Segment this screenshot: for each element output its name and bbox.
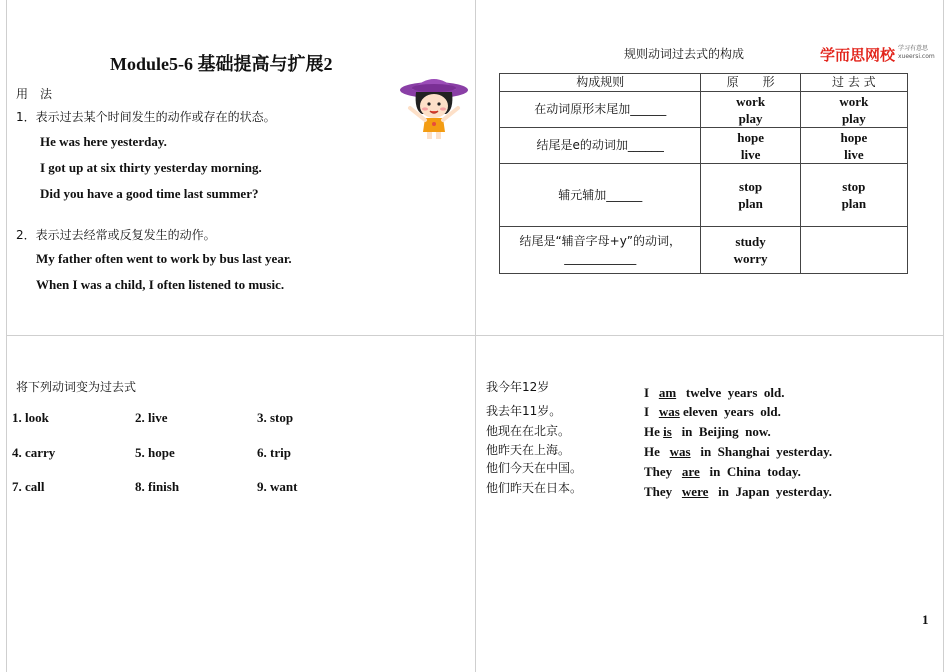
- exercise-word: 7. call: [12, 479, 45, 494]
- exercise-word: 3. stop: [257, 410, 294, 425]
- base-form-cell: [701, 164, 800, 227]
- word: plan: [841, 196, 867, 211]
- table-row: [500, 128, 908, 164]
- rule-cell: [500, 227, 701, 274]
- base-form-cell: [701, 227, 800, 274]
- word: live: [740, 146, 761, 162]
- exercise-word: 9. want: [257, 479, 298, 494]
- exercise-instruction: 将下列动词变为过去式: [16, 380, 137, 394]
- sentence-rest: in Japan yesterday.: [718, 484, 832, 499]
- sentence-verb: is: [663, 424, 672, 439]
- logo-text: 学而思网校: [820, 46, 896, 64]
- english-sentence: [644, 464, 801, 480]
- chinese-sentence: 他们昨天在日本。: [486, 481, 583, 495]
- exercise-word: 5. hope: [135, 445, 175, 460]
- example-sentence: He was here yesterday.: [40, 134, 167, 149]
- rule-line: 结尾是“辅音字母+y”的动词，: [519, 234, 682, 248]
- usage-label: 用 法: [16, 87, 53, 101]
- rule-cell: 辅元辅加______: [500, 164, 701, 227]
- sentence-verb: were: [681, 484, 709, 499]
- cartoon-girl-illustration: [398, 74, 470, 142]
- sentence-verb: are: [681, 464, 700, 479]
- chinese-sentence: 我今年12岁: [486, 380, 550, 394]
- english-sentence: [644, 484, 832, 500]
- chinese-sentence: 他们今天在中国。: [486, 461, 583, 475]
- sentence-rest: in China today.: [709, 464, 801, 479]
- word: hope: [840, 129, 868, 145]
- logo-url: xueersi.com: [898, 53, 935, 60]
- chinese-sentence: 我去年11岁。: [486, 404, 562, 418]
- word: play: [841, 110, 866, 126]
- exercise-word: 6. trip: [257, 445, 291, 460]
- sentence-rest: in Beijing now.: [681, 424, 771, 439]
- english-sentence: [644, 385, 784, 401]
- frame-left-border: [6, 0, 7, 672]
- sentence-subject: I: [644, 404, 650, 419]
- vertical-divider: [475, 0, 476, 672]
- exercise-word: 1. look: [12, 410, 49, 425]
- past-form-cell: [800, 227, 907, 274]
- base-form-cell: [701, 92, 800, 128]
- usage-point-2: 2．表示过去经常或反复发生的动作。: [16, 228, 216, 242]
- word: play: [738, 110, 763, 126]
- word: hope: [737, 129, 764, 145]
- table-header-row: [500, 74, 908, 92]
- sentence-subject: He: [644, 424, 660, 439]
- table-row: [500, 227, 908, 274]
- chinese-sentence: 他现在在北京。: [486, 424, 571, 438]
- sentence-subject: I: [644, 385, 650, 400]
- word: worry: [733, 251, 768, 266]
- sentence-subject: He: [644, 444, 660, 459]
- english-sentence: [644, 404, 781, 420]
- sentence-rest: eleven years old.: [683, 404, 781, 419]
- word: study: [735, 234, 766, 249]
- exercise-word: 2. live: [135, 410, 168, 425]
- brand-logo: [820, 44, 935, 65]
- table-header: 构成规则: [500, 74, 701, 92]
- table-row: [500, 92, 908, 128]
- sentence-verb: am: [658, 385, 677, 400]
- past-tense-rules-table: [499, 73, 908, 274]
- sentence-verb: was: [658, 404, 680, 419]
- rule-cell: 在动词原形末尾加______: [500, 92, 701, 128]
- table-header: 原 形: [701, 74, 800, 92]
- page-title: Module5-6 基础提高与扩展2: [110, 54, 333, 74]
- example-sentence: I got up at six thirty yesterday morning.: [40, 160, 262, 175]
- word: live: [844, 146, 864, 162]
- word: stop: [842, 179, 866, 194]
- past-form-cell: [800, 92, 907, 128]
- page-number: 1: [922, 612, 929, 627]
- english-sentence: [644, 444, 832, 460]
- section-heading: 规则动词过去式的构成: [624, 47, 745, 61]
- exercise-word: 8. finish: [135, 479, 180, 494]
- frame-right-border: [943, 0, 944, 672]
- chinese-sentence: 他昨天在上海。: [486, 443, 571, 457]
- usage-point-1: 1．表示过去某个时间发生的动作或存在的状态。: [16, 110, 276, 124]
- sentence-subject: They: [644, 484, 673, 499]
- word: plan: [738, 196, 763, 211]
- example-sentence: My father often went to work by bus last year.: [36, 251, 292, 266]
- past-form-cell: [800, 128, 907, 164]
- base-form-cell: [701, 128, 800, 164]
- word: work: [736, 93, 766, 109]
- table-row: [500, 164, 908, 227]
- past-form-cell: [800, 164, 907, 227]
- logo-slogan: [898, 45, 935, 61]
- sentence-rest: twelve years old.: [685, 385, 785, 400]
- word: stop: [739, 179, 763, 194]
- horizontal-divider: [6, 335, 944, 336]
- word: work: [839, 93, 869, 109]
- rule-cell: 结尾是e的动词加______: [500, 128, 701, 164]
- example-sentence: When I was a child, I often listened to music.: [36, 277, 285, 292]
- english-sentence: [644, 424, 771, 440]
- sentence-rest: in Shanghai yesterday.: [700, 444, 833, 459]
- sentence-verb: was: [669, 444, 691, 459]
- exercise-word: 4. carry: [12, 445, 56, 460]
- example-sentence: Did you have a good time last summer?: [40, 186, 259, 201]
- rule-line: ____________: [564, 251, 637, 265]
- logo-slogan-text: 学习有意思: [898, 45, 929, 52]
- sentence-subject: They: [644, 464, 673, 479]
- table-header: 过 去 式: [800, 74, 907, 92]
